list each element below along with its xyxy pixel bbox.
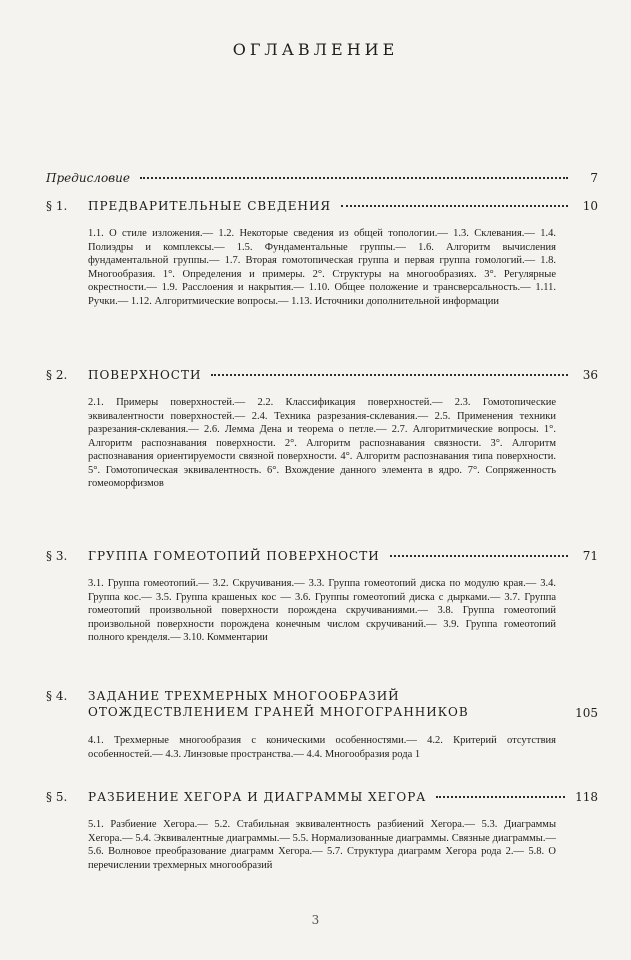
preface-label: Предисловие [46,171,130,185]
toc-section-5 [46,790,598,872]
section-page-number: 10 [582,199,598,213]
section-contents: 5.1. Разбиение Хегора.— 5.2. Стабильная эквивалентность разбиений Хегора.— 5.3. Диаграммы Хегора.— 5.4. Эквивалентные диаграммы.— 5.5. Нормализованные диаграммы. Связные диаграммы.— 5.6. Волновое преобразование диаграмм Хегора.— 5.7. Структура диаграмм Хегора рода 2.— 5.8. О перечислении трехмерных многообразий [88,819,556,871]
toc-section-3 [46,549,598,645]
section-number: § 5. [46,790,68,804]
section-page-number: 105 [575,706,598,720]
dot-leader [341,204,568,207]
dot-leader [390,554,568,557]
dot-leader [140,176,568,179]
section-contents: 4.1. Трехмерные многообразия с коническими особенностями.— 4.2. Критерий отсутствия особенностей.— 4.3. Линзовые пространства.— 4.4. Многообразия рода 1 [88,735,556,760]
section-page-number: 36 [582,368,598,382]
section-title: ЗАДАНИЕ ТРЕХМЕРНЫХ МНОГООБРАЗИЙ ОТОЖДЕСТВЛЕНИЕМ ГРАНЕЙ МНОГОГРАННИКОВ [88,689,469,719]
section-number: § 3. [46,549,68,563]
section-contents: 2.1. Примеры поверхностей.— 2.2. Классификация поверхностей.— 2.3. Гомотопические эквивалентности поверхностей.— 2.4. Техника разрезания-склевания.— 2.5. Применения техники разрезания-склевания.— 2.6. Лемма Дена и теорема о петле.— 2.7. Алгоритмические вопросы. 1°. Алгоритм распознавания поверхности. 2°. Алгоритм распознавания связности. 3°. Алгоритм распознавания ориентируемости связной поверхности. 4°. Алгоритм распознавания типа поверхности. 5°. Гомотопическая эквивалентность. 6°. Вхождение данного элемента в ядро. 7°. Сопряженность гомеоморфизмов [88,397,556,489]
toc-section-4 [46,688,598,761]
toc-section-2 [46,368,598,491]
section-title: РАЗБИЕНИЕ ХЕГОРА И ДИАГРАММЫ ХЕГОРА [88,790,427,804]
section-title: ПОВЕРХНОСТИ [88,368,202,382]
section-contents: 1.1. О стиле изложения.— 1.2. Некоторые сведения из общей топологии.— 1.3. Склевания.— 1.4. Полиэдры и комплексы.— 1.5. Фундаментальные группы.— 1.6. Алгоритм вычисления фундаментальной группы.— 1.7. Вторая гомотопическая группа и первая группа гомологий.— 1.8. Многообразия. 1°. Определения и примеры. 2°. Структуры на многообразиях. 3°. Регулярные окрестности.— 1.9. Расслоения и накрытия.— 1.10. Общее положение и трансверсальность.— 1.11. Ручки.— 1.12. Алгоритмические вопросы.— 1.13. Источники дополнительной информации [88,228,556,307]
dot-leader [211,373,568,376]
section-heading [46,199,598,213]
preface-page-number: 7 [590,171,598,185]
toc-entry-preface [46,171,598,185]
section-title: ГРУППА ГОМЕОТОПИЙ ПОВЕРХНОСТИ [88,549,380,563]
page-number: 3 [311,913,320,927]
toc-section-1 [46,199,598,308]
section-heading [46,549,598,563]
section-number: § 2. [46,368,68,382]
section-title: ПРЕДВАРИТЕЛЬНЫЕ СВЕДЕНИЯ [88,199,332,213]
section-contents: 3.1. Группа гомеотопий.— 3.2. Скручивания.— 3.3. Группа гомеотопий диска по модулю края.— 3.4. Группа кос.— 3.5. Группа крашеных кос — 3.6. Группы гомеотопий диска с дырками.— 3.7. Группа гомеотопий произвольной поверхности порождена скручиваниями.— 3.8. Группа гомеотопий произвольной поверхности порождена конечным числом скручиваний.— 3.9. Группа гомеотопий полного кренделя.— 3.10. Комментарии [88,578,556,643]
section-heading [46,790,598,804]
section-number: § 1. [46,199,68,213]
dot-leader [436,795,565,798]
section-heading [46,688,598,720]
section-page-number: 118 [575,790,598,804]
page-title: ОГЛАВЛЕНИЕ [232,40,399,59]
section-page-number: 71 [582,549,598,563]
section-number: § 4. [46,689,68,703]
section-heading [46,368,598,382]
